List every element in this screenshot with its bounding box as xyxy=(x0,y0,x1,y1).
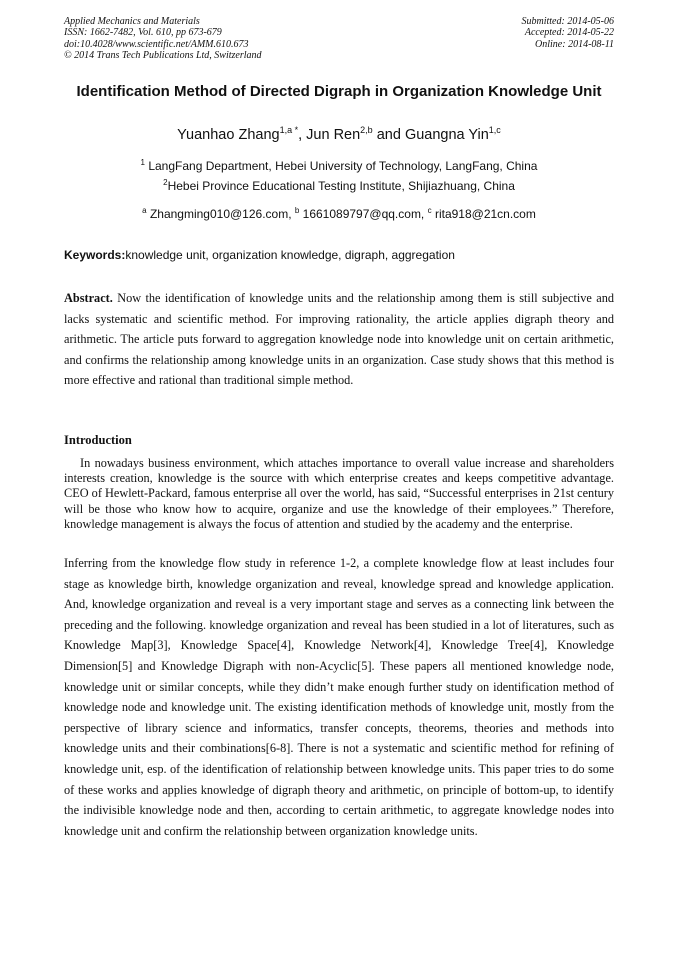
abstract xyxy=(64,288,614,391)
submitted-date: Submitted: 2014-05-06 xyxy=(521,16,614,27)
section-heading-introduction: Introduction xyxy=(64,433,132,447)
keywords xyxy=(64,248,614,263)
author-affiliation-mark: 1,c xyxy=(488,125,501,135)
author-list xyxy=(64,126,614,144)
journal-name: Applied Mechanics and Materials xyxy=(64,16,200,27)
keywords-text: knowledge unit, organization knowledge, digraph, aggregation xyxy=(125,248,455,262)
email-text: rita918@21cn.com xyxy=(431,207,536,221)
author-name: Yuanhao Zhang xyxy=(177,127,280,143)
copyright-line: © 2014 Trans Tech Publications Ltd, Switzerland xyxy=(64,50,262,62)
email-text: 1661089797@qq.com, xyxy=(299,207,428,221)
email-list xyxy=(64,207,614,222)
journal-info xyxy=(64,16,262,62)
affiliation-mark: 2 xyxy=(163,178,168,187)
affiliation-2 xyxy=(64,179,614,194)
author-name: Guangna Yin xyxy=(404,127,489,143)
email-mark: c xyxy=(427,206,432,215)
email-text: Zhangming010@126.com, xyxy=(146,207,295,221)
online-date: Online: 2014-08-11 xyxy=(535,38,614,50)
paper-title: Identification Method of Directed Digraph in Organization Knowledge Unit xyxy=(76,83,602,100)
author-name: Jun Ren xyxy=(306,127,361,143)
accepted-date: Accepted: 2014-05-22 xyxy=(524,27,614,39)
abstract-label: Abstract. xyxy=(64,291,113,305)
affiliation-1 xyxy=(64,159,614,174)
intro-paragraph-1: In nowadays business environment, which attaches importance to overall value increase and shareholders interests creation, knowledge is the source with which enterprise creates and keeps competitive advantage. CEO of Hewlett-Packard, famous enterprise all over the world, has said, “Successful enterprises in 21st century will be those who know how to acquire, organize and use the knowledge of their employees.” Therefore, knowledge management is always the focus of attention and studied by the academy and the enterprise. xyxy=(64,456,614,531)
intro-paragraph-2: Inferring from the knowledge flow study in reference 1-2, a complete knowledge flow at least includes four stage as knowledge birth, knowledge organization and reveal, knowledge spread and knowledge application. And, knowledge organization and reveal is a very important stage and serves as a connecting link between the preceding and the following. knowledge organization and reveal has been studied in a lot of literatures, such as Knowledge Map[3], Knowledge Space[4], Knowledge Network[4], Knowledge Tree[4], Knowledge Dimension[5] and Knowledge Digraph with non-Acyclic[5]. These papers all mentioned knowledge node, knowledge unit or similar concepts, while they didn’t make enough further study on identification method of knowledge node and knowledge unit. The existing identification methods of knowledge unit, mostly from the perspective of library science and informatics, transfer concepts, theorems, theories and methods into knowledge units and their combinations[6-8]. There is not a systematic and scientific method for refining of knowledge unit, esp. of the identification of relationship between knowledge units. This paper tries to do some of these works and applies knowledge of digraph theory and arithmetic, on principle of bottom-up, to identify the indivisible knowledge node and then, according to certain arithmetic, to aggregate knowledge nodes into knowledge unit and confirm the relationship between organization knowledge units. xyxy=(64,556,614,838)
submission-dates xyxy=(522,16,615,50)
email-mark: b xyxy=(294,206,300,215)
author-separator: , xyxy=(298,127,307,143)
author-affiliation-mark: 2,b xyxy=(360,125,373,135)
issn-line: ISSN: 1662-7482, Vol. 610, pp 673-679 xyxy=(64,27,222,39)
keywords-label: Keywords: xyxy=(64,248,126,262)
abstract-text: Now the identification of knowledge units and the relationship among them is still subjective and lacks systematic and scientific method. For improving rationality, the article applies digraph theory and arithmetic. The article puts forward to aggregation knowledge node into knowledge unit on certain arithmetic, and confirms the relationship among knowledge units in an organization. Case study shows that this method is more effective and rational than traditional simple method. xyxy=(64,291,614,388)
author-separator: and xyxy=(372,127,405,143)
affiliation-text: Hebei Province Educational Testing Institute, Shijiazhuang, China xyxy=(167,179,515,193)
affiliation-mark: 1 xyxy=(140,158,145,167)
doi-line: doi:10.4028/www.scientific.net/AMM.610.673 xyxy=(64,38,249,50)
author-affiliation-mark: 1,a * xyxy=(279,125,299,135)
affiliation-text: LangFang Department, Hebei University of Technology, LangFang, China xyxy=(144,159,538,173)
email-mark: a xyxy=(142,206,147,215)
